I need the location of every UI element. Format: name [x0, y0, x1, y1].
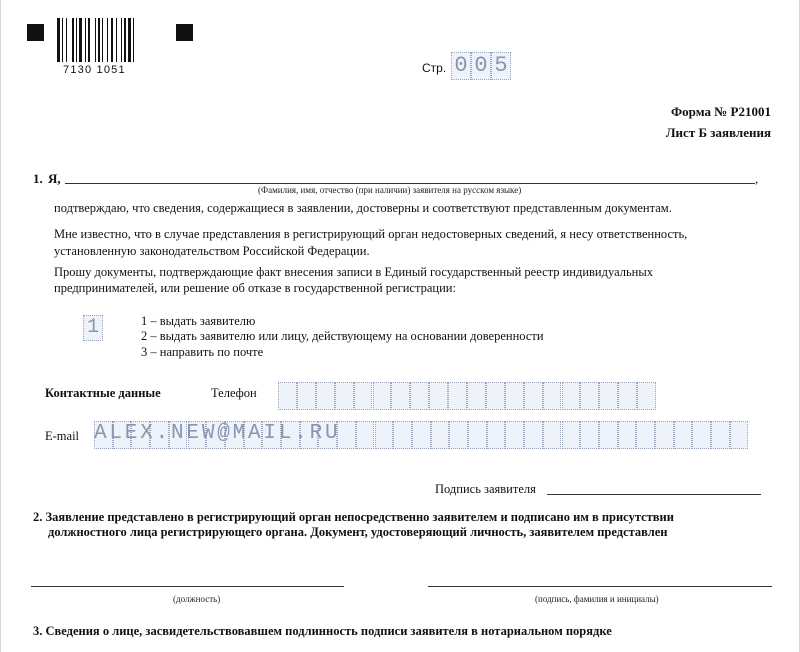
barcode-bar: [62, 18, 63, 62]
option-3: 3 – направить по почте: [141, 345, 264, 359]
input-cell: [391, 382, 410, 410]
input-cell: [486, 382, 505, 410]
input-cell: [524, 382, 543, 410]
barcode-bar: [111, 18, 113, 62]
barcode-bar: [102, 18, 103, 62]
input-cell: [580, 421, 599, 449]
barcode-bar: [85, 18, 86, 62]
email-field[interactable]: [94, 421, 749, 449]
barcode-bar: [88, 18, 90, 62]
confirm-text: подтверждаю, что сведения, содержащиеся в заявлении, достоверны и соответствуют представленным документам.: [54, 201, 672, 215]
input-cell: [448, 382, 467, 410]
input-cell: [278, 382, 297, 410]
input-cell: [730, 421, 749, 449]
applicant-name-line[interactable]: [65, 183, 755, 184]
input-cell: [467, 382, 486, 410]
barcode-bar: [124, 18, 126, 62]
delivery-method-value: 1: [86, 316, 99, 339]
position-caption: (должность): [173, 594, 221, 604]
input-cell: [297, 382, 316, 410]
input-cell: [449, 421, 468, 449]
corner-marker-right: [176, 24, 193, 41]
input-cell: [562, 382, 581, 410]
input-cell: [711, 421, 730, 449]
page-digit: 0: [454, 53, 468, 78]
input-cell: [505, 421, 524, 449]
input-cell: [543, 382, 562, 410]
barcode-bar: [121, 18, 122, 62]
barcode-bar: [128, 18, 131, 62]
barcode-bar: [76, 18, 77, 62]
barcode-bar: [79, 18, 82, 62]
sheet-title: Лист Б заявления: [665, 125, 771, 140]
barcode-bar: [95, 18, 96, 62]
input-cell: [618, 421, 637, 449]
barcode-bar: [107, 18, 108, 62]
barcode-bar: [72, 18, 74, 62]
input-cell: [468, 421, 487, 449]
input-cell: [412, 421, 431, 449]
liability-line-1: Мне известно, что в случае представления в регистрирующий орган недостоверных сведений, я несу ответственность,: [54, 227, 688, 241]
applicant-signature-line[interactable]: [547, 494, 761, 495]
section1-number: 1.: [33, 171, 43, 186]
input-cell: [637, 382, 656, 410]
input-cell: [674, 421, 693, 449]
email-value: ALEX.NEW@MAIL.RU: [94, 422, 341, 445]
input-cell: [487, 421, 506, 449]
section1-i-label: Я,: [48, 171, 61, 186]
signature-label: Подпись заявителя: [435, 482, 536, 496]
option-2: 2 – выдать заявителю или лицу, действующему на основании доверенности: [141, 329, 544, 343]
position-line[interactable]: [31, 586, 344, 587]
official-signature-line[interactable]: [428, 586, 772, 587]
option-1: 1 – выдать заявителю: [141, 314, 256, 328]
input-cell: [354, 382, 373, 410]
contacts-label: Контактные данные: [45, 386, 161, 400]
section2-line-2: должностного лица регистрирующего органа. Документ, удостоверяющий личность, заявителем представлен: [48, 525, 668, 539]
barcode-bar: [133, 18, 134, 62]
input-cell: [655, 421, 674, 449]
input-cell: [393, 421, 412, 449]
request-line-1: Прошу документы, подтверждающие факт внесения записи в Единый государственный реестр индивидуальных: [54, 265, 654, 279]
name-caption: (Фамилия, имя, отчество (при наличии) заявителя на русском языке): [258, 185, 522, 195]
input-cell: [429, 382, 448, 410]
official-signature-caption: (подпись, фамилия и инициалы): [535, 594, 659, 604]
input-cell: [373, 382, 392, 410]
delivery-method-field[interactable]: [83, 315, 103, 341]
input-cell: [543, 421, 562, 449]
barcode-bar: [116, 18, 117, 62]
page-digit: 0: [474, 53, 488, 78]
liability-line-2: установленную законодательством Российской Федерации.: [54, 244, 370, 258]
page-label: Стр.: [422, 61, 447, 75]
request-line-2: предпринимателей, или решение об отказе в государственной регистрации:: [54, 281, 456, 295]
email-label: E-mail: [45, 429, 80, 443]
barcode-image: [57, 18, 165, 62]
barcode-bar: [98, 18, 100, 62]
barcode-bar: [57, 18, 60, 62]
input-cell: [580, 382, 599, 410]
form-number: Форма № Р21001: [671, 104, 771, 119]
input-cell: [524, 421, 543, 449]
input-cell: [316, 382, 335, 410]
input-cell: [431, 421, 450, 449]
barcode-bar: [66, 18, 67, 62]
input-cell: [335, 382, 354, 410]
input-cell: [599, 421, 618, 449]
input-cell: [636, 421, 655, 449]
phone-label: Телефон: [211, 386, 257, 400]
input-cell: [618, 382, 637, 410]
section3-line-1: 3. Сведения о лице, засвидетельствовавшем подлинность подписи заявителя в нотариальном порядке: [33, 624, 612, 638]
input-cell: [375, 421, 394, 449]
input-cell: [562, 421, 581, 449]
page-digit: 5: [494, 53, 508, 78]
input-cell: [410, 382, 429, 410]
input-cell: [356, 421, 375, 449]
corner-marker-left: [27, 24, 44, 41]
input-cell: [505, 382, 524, 410]
page-number-field[interactable]: [451, 52, 511, 80]
name-trailing-comma: ,: [755, 171, 759, 186]
input-cell: [599, 382, 618, 410]
section2-line-1: 2. Заявление представлено в регистрирующий орган непосредственно заявителем и подписано им в присутствии: [33, 510, 674, 524]
input-cell: [692, 421, 711, 449]
phone-field[interactable]: [278, 382, 656, 410]
barcode-number: 7130 1051: [63, 64, 126, 76]
